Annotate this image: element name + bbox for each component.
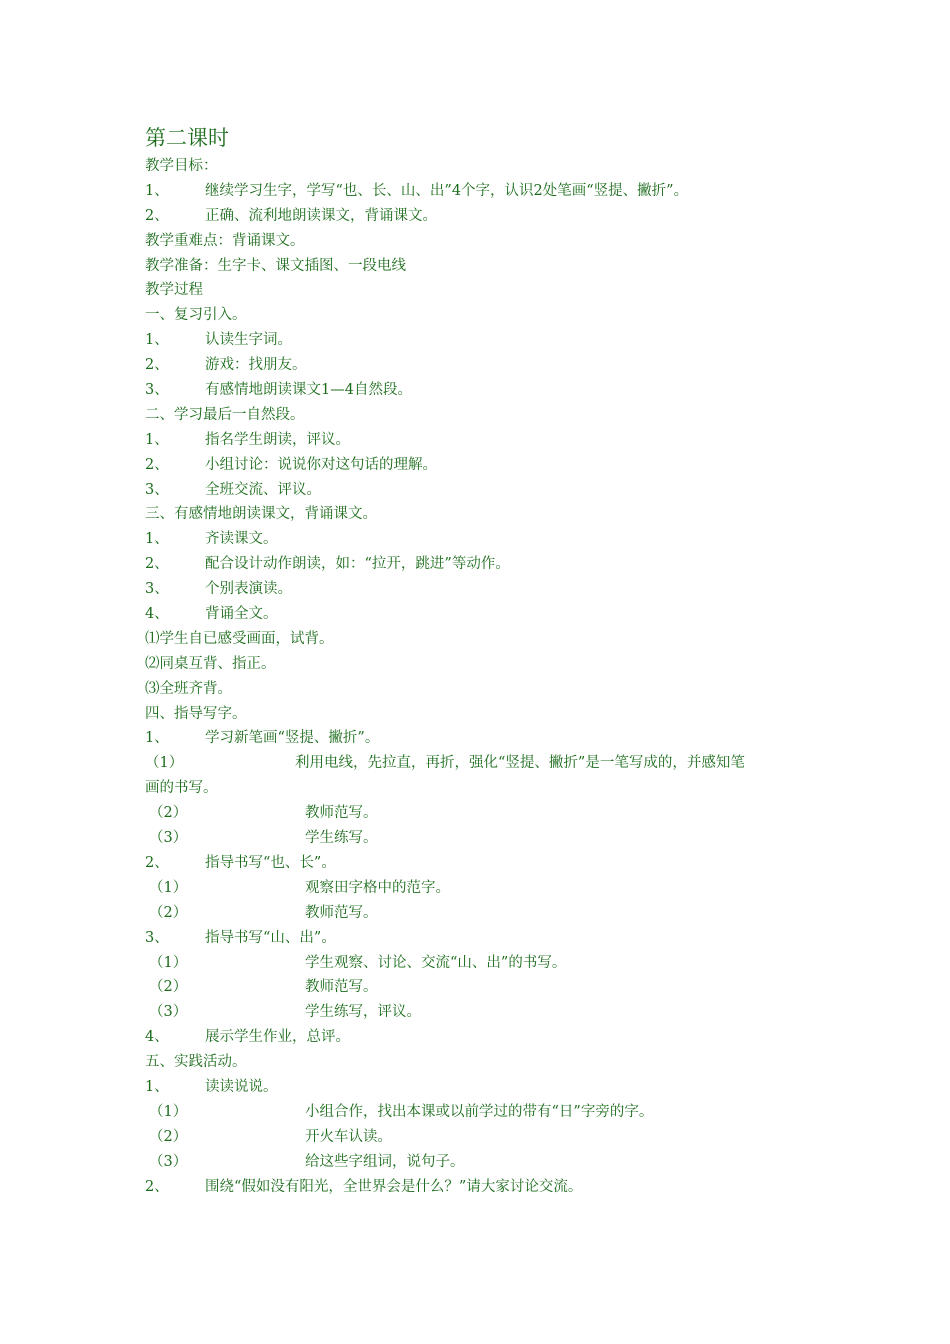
item-text: 游戏：找朋友。 <box>205 357 307 374</box>
item-number: （1） <box>145 755 184 772</box>
item-number: 1、 <box>145 332 169 349</box>
list-item <box>145 577 815 602</box>
item-text: 利用电线，先拉直，再折，强化“竖提、撇折”是一笔写成的，并感知笔 <box>295 755 745 772</box>
item-text: 指导书写“山、出”。 <box>205 929 336 946</box>
lesson-section-bottom <box>145 801 815 1199</box>
list-item <box>145 851 815 876</box>
list-item <box>145 951 815 976</box>
list-item <box>145 1075 815 1100</box>
item-number: 4、 <box>145 606 169 623</box>
item-number: 1、 <box>145 730 169 747</box>
text-line <box>145 229 815 254</box>
item-text: 教学准备：生字卡、课文插图、一段电线 <box>145 257 406 274</box>
wrapped-list-item <box>145 751 815 801</box>
item-text: 认读生字词。 <box>205 332 292 349</box>
item-text: 教师范写。 <box>305 904 378 921</box>
item-text: 学生观察、讨论、交流“山、出”的书写。 <box>305 954 567 971</box>
item-text: 教师范写。 <box>305 805 378 822</box>
item-text: ⑵同桌互背、指正。 <box>145 655 276 672</box>
item-text: 教学目标： <box>145 158 218 174</box>
item-text: 展示学生作业，总评。 <box>205 1029 350 1046</box>
list-item <box>145 353 815 378</box>
list-item <box>145 478 815 503</box>
item-text: 一、复习引入。 <box>145 307 247 324</box>
item-number: 2、 <box>145 1178 169 1195</box>
text-line <box>145 154 815 179</box>
text-line <box>145 677 815 702</box>
document-body <box>145 122 815 1199</box>
list-item <box>145 1025 815 1050</box>
list-item <box>145 826 815 851</box>
text-line <box>145 278 815 303</box>
item-number: 2、 <box>145 854 169 871</box>
item-text: 全班交流、评议。 <box>205 481 321 498</box>
item-number: （1） <box>149 879 188 896</box>
item-text: 教学过程 <box>145 282 203 299</box>
list-item <box>145 1150 815 1175</box>
item-text: ⑴学生自已感受画面，试背。 <box>145 630 334 647</box>
item-text: 有感情地朗读课文1—4自然段。 <box>205 382 412 399</box>
list-item <box>145 552 815 577</box>
lesson-section-top <box>145 154 815 751</box>
item-number: （3） <box>149 1004 188 1021</box>
item-text-continued: 画的书写。 <box>145 780 218 797</box>
item-text: 指名学生朗读，评议。 <box>205 431 350 448</box>
item-text: 教师范写。 <box>305 979 378 996</box>
text-line <box>145 652 815 677</box>
item-number: （3） <box>149 1153 188 1170</box>
text-line <box>145 1050 815 1075</box>
list-item <box>145 378 815 403</box>
item-number: （1） <box>149 954 188 971</box>
text-line <box>145 502 815 527</box>
item-text: 四、指导写字。 <box>145 705 247 722</box>
list-item <box>145 179 815 204</box>
list-item <box>145 975 815 1000</box>
item-number: （2） <box>149 979 188 996</box>
item-number: 1、 <box>145 182 169 199</box>
list-item <box>145 926 815 951</box>
item-number: （3） <box>149 830 188 847</box>
list-item <box>145 428 815 453</box>
item-number: 3、 <box>145 481 169 498</box>
list-item <box>145 1175 815 1200</box>
list-item <box>145 726 815 751</box>
list-item <box>145 901 815 926</box>
text-line <box>145 702 815 727</box>
item-text: 小组合作，找出本课或以前学过的带有“日”字旁的字。 <box>305 1103 654 1120</box>
item-number: 2、 <box>145 556 169 573</box>
item-number: （2） <box>149 805 188 822</box>
item-text: 齐读课文。 <box>205 531 278 548</box>
item-text: ⑶全班齐背。 <box>145 680 232 697</box>
list-item <box>145 1125 815 1150</box>
item-text: 继续学习生字，学写“也、长、山、出”4个字，认识2处笔画“竖提、撇折”。 <box>205 182 689 199</box>
item-number: 3、 <box>145 382 169 399</box>
item-text: 指导书写“也、长”。 <box>205 854 336 871</box>
item-text: 学习新笔画“竖提、撇折”。 <box>205 730 380 747</box>
list-item <box>145 1100 815 1125</box>
item-number: 2、 <box>145 456 169 473</box>
item-number: 1、 <box>145 431 169 448</box>
item-text: 小组讨论：说说你对这句话的理解。 <box>205 456 437 473</box>
item-number: （1） <box>149 1103 188 1120</box>
item-text: 背诵全文。 <box>205 606 278 623</box>
item-text: 读读说说。 <box>205 1078 278 1095</box>
item-text: 配合设计动作朗读，如：“拉开，跳进”等动作。 <box>205 556 510 573</box>
list-item <box>145 602 815 627</box>
text-line <box>145 627 815 652</box>
list-item <box>145 1000 815 1025</box>
list-item <box>145 328 815 353</box>
item-text: 观察田字格中的范字。 <box>305 879 450 896</box>
item-text: 个别表演读。 <box>205 581 292 598</box>
item-number: 4、 <box>145 1029 169 1046</box>
item-text: 教学重难点：背诵课文。 <box>145 232 305 249</box>
list-item <box>145 801 815 826</box>
item-number: （2） <box>149 1128 188 1145</box>
text-line <box>145 254 815 279</box>
list-item <box>145 876 815 901</box>
item-text: 三、有感情地朗读课文，背诵课文。 <box>145 506 377 523</box>
item-number: 1、 <box>145 531 169 548</box>
item-number: （2） <box>149 904 188 921</box>
item-text: 五、实践活动。 <box>145 1054 247 1071</box>
page-title: 第二课时 <box>145 126 229 150</box>
item-number: 1、 <box>145 1078 169 1095</box>
text-line <box>145 403 815 428</box>
list-item <box>145 453 815 478</box>
item-number: 3、 <box>145 929 169 946</box>
item-text: 学生练写。 <box>305 830 378 847</box>
item-number: 3、 <box>145 581 169 598</box>
item-text: 二、学习最后一自然段。 <box>145 406 305 423</box>
item-text: 正确、流利地朗读课文，背诵课文。 <box>205 207 437 224</box>
list-item <box>145 204 815 229</box>
item-text: 给这些字组词，说句子。 <box>305 1153 465 1170</box>
list-item <box>145 527 815 552</box>
text-line <box>145 303 815 328</box>
item-text: 开火车认读。 <box>305 1128 392 1145</box>
item-text: 围绕“假如没有阳光，全世界会是什么？”请大家讨论交流。 <box>205 1178 583 1195</box>
item-number: 2、 <box>145 357 169 374</box>
item-text: 学生练写，评议。 <box>305 1004 421 1021</box>
item-number: 2、 <box>145 207 169 224</box>
